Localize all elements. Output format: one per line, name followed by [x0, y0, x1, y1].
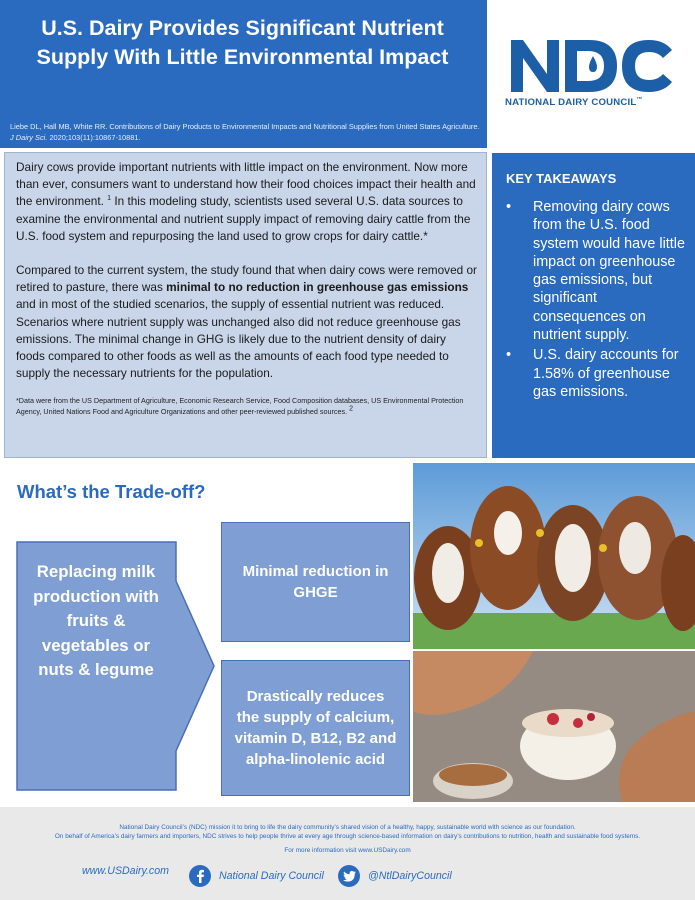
yogurt-photo: [413, 651, 695, 802]
intro-paragraph-1: Dairy cows provide important nutrients with little impact on the environment. Now more than ever, consumers want to understand how their food choices impact their health and the environment. $^1$ In this modeling study, scientists used several U.S. data sources to examine the environmental and nutrient supply impact of removing dairy cattle from the U.S. food system and repurposing the land used to grow crops for dairy cattle.*: [16, 160, 476, 243]
key-takeaways-panel: [492, 153, 695, 458]
ghge-outcome-text: Minimal reduction in GHGE: [242, 563, 389, 601]
facebook-link[interactable]: National Dairy Council: [189, 865, 324, 887]
ndc-logo: [487, 0, 695, 148]
citation: [10, 121, 480, 143]
website-link[interactable]: www.USDairy.com: [82, 865, 169, 877]
intro-panel: [4, 152, 487, 458]
list-item: • U.S. dairy accounts for 1.58% of greenhouse gas emissions.: [506, 346, 685, 401]
footer: [0, 807, 695, 900]
header-banner: [0, 0, 487, 148]
reference-2: 2: [349, 405, 353, 413]
ghge-outcome-box: [221, 522, 410, 642]
nutrient-outcome-text: Drastically reduces the supply of calcium, vitamin D, B12, B2 and alpha-linolenic acid: [234, 688, 397, 768]
citation-authors: Liebe DL, Hall MB, White RR. Contributions of Dairy Products to Environmental Impacts and Nutritional Supplies from United States Agriculture.: [10, 122, 480, 131]
data-footnote: *Data were from the US Department of Agriculture, Economic Research Service, Food Composition databases, US Environmental Protection Agency, United Nations Food and Agriculture Organizations and other peer-reviewed published sources. 2: [16, 396, 464, 416]
key-finding: minimal to no reduction in greenhouse gas emissions: [166, 280, 469, 295]
ndc-logo-mark-icon: [509, 36, 674, 94]
cows-photo: [413, 463, 695, 649]
footer-more-info: For more information visit www.USDairy.com: [284, 847, 411, 854]
key-takeaways-heading: KEY TAKEAWAYS: [506, 171, 617, 186]
twitter-icon: [338, 865, 360, 887]
list-item: • Removing dairy cows from the U.S. food system would have little impact on greenhouse gas emissions, but significant consequences on nutrient supply.: [506, 198, 685, 344]
footer-description: On behalf of America’s dairy farmers and importers, NDC strives to help people thrive at every age through science-based information on dairy’s contributions to nutrition, health and sustainable food systems.: [54, 833, 641, 840]
tradeoff-heading: What’s the Trade-off?: [17, 481, 206, 502]
reference-1: 1: [107, 195, 112, 203]
replacement-scenario-text: Replacing milk production with fruits & vegetables or nuts & legume: [33, 562, 159, 679]
citation-journal: J Dairy Sci.: [10, 133, 48, 142]
nutrient-outcome-box: [221, 660, 410, 796]
citation-details: 2020;103(11):10867-10881.: [49, 133, 141, 142]
page-title: U.S. Dairy Provides Significant Nutrient Supply With Little Environmental Impact: [36, 16, 449, 69]
twitter-link[interactable]: @NtlDairyCouncil: [338, 865, 452, 887]
intro-paragraph-2: Compared to the current system, the study found that when dairy cows were removed or retired to pasture, there was minimal to no reduction in greenhouse gas emissions and in most of the studied scenarios, the supply of essential nutrient was reduced. Scenarios where nutrient supply was unchanged also did not reduce greenhouse gas emissions. The minimal change in GHG is likely due to the nutrient density of dairy foods compared to other foods as well as the amounts of each food type needed to supply the necessary nutrients for the population.: [16, 263, 477, 381]
key-takeaways-list: [506, 198, 685, 401]
logo-wordmark: NATIONAL DAIRY COUNCIL™: [505, 97, 643, 109]
footer-mission: National Dairy Council’s (NDC) mission it to bring to life the dairy community’s shared vision of a healthy, happy, sustainable world with science as our foundation.: [119, 824, 576, 831]
facebook-icon: [189, 865, 211, 887]
